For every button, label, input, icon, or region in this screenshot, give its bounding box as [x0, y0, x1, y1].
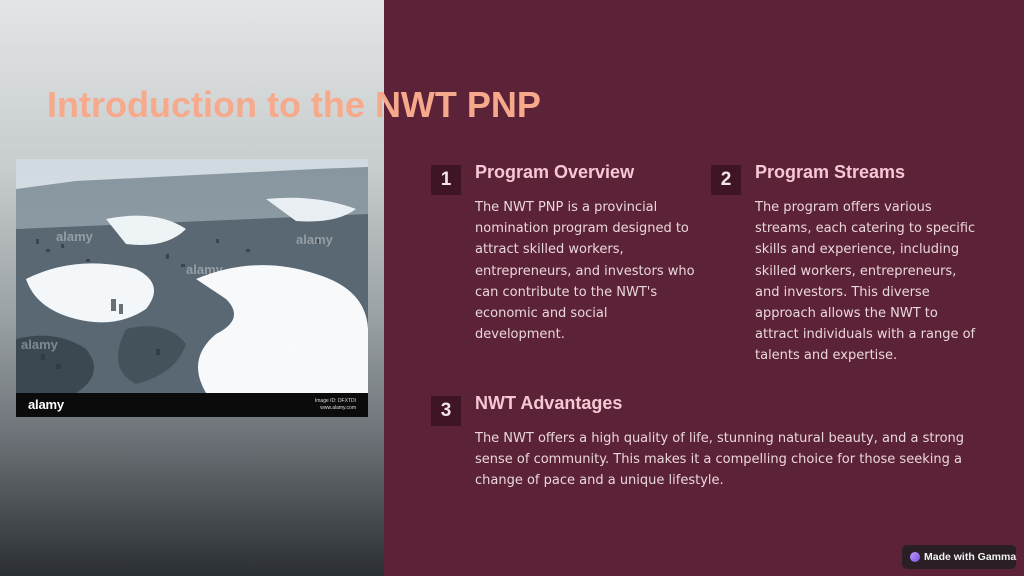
step-heading: Program Streams [755, 162, 906, 182]
step-number: 2 [711, 165, 741, 195]
page-title: Introduction to the NWT PNP [47, 84, 541, 125]
badge-label: Made with Gamma [924, 551, 1017, 563]
watermark-text: alamy [56, 229, 93, 244]
step-heading: NWT Advantages [475, 393, 623, 413]
step-number: 1 [431, 165, 461, 195]
step-heading: Program Overview [475, 162, 635, 182]
alamy-logo: alamy [28, 397, 64, 412]
watermark-text: alamy [21, 337, 58, 352]
image-site: www.alamy.com [320, 405, 356, 411]
image-id: Image ID: DFXTDI [314, 398, 356, 404]
made-with-gamma-badge[interactable] [902, 545, 1016, 569]
aerial-town-photo [16, 159, 368, 417]
photo-credit-bar [16, 393, 368, 417]
photo-meta [315, 398, 356, 412]
step-body: The NWT offers a high quality of life, stunning natural beauty, and a strong sense of community. This makes it a compelling choice for those seeking a change of pace and a unique lifestyle. [475, 431, 965, 489]
step-body: The program offers various streams, each catering to specific skills and experience, including skilled workers, entrepreneurs, and investors. This diverse approach allows the NWT to attract individuals with a range of talents and expertise. [755, 200, 976, 364]
gamma-logo-icon [910, 552, 920, 562]
frozen-lake-illustration [16, 159, 368, 393]
watermark-text: alamy [186, 262, 223, 277]
watermark-text: alamy [261, 337, 298, 352]
step-body: The NWT PNP is a provincial nomination program designed to attract skilled workers, entrepreneurs, and investors who can contribute to the NWT's economic and social development. [475, 200, 695, 343]
watermark-text: alamy [296, 232, 333, 247]
step-number: 3 [431, 396, 461, 426]
